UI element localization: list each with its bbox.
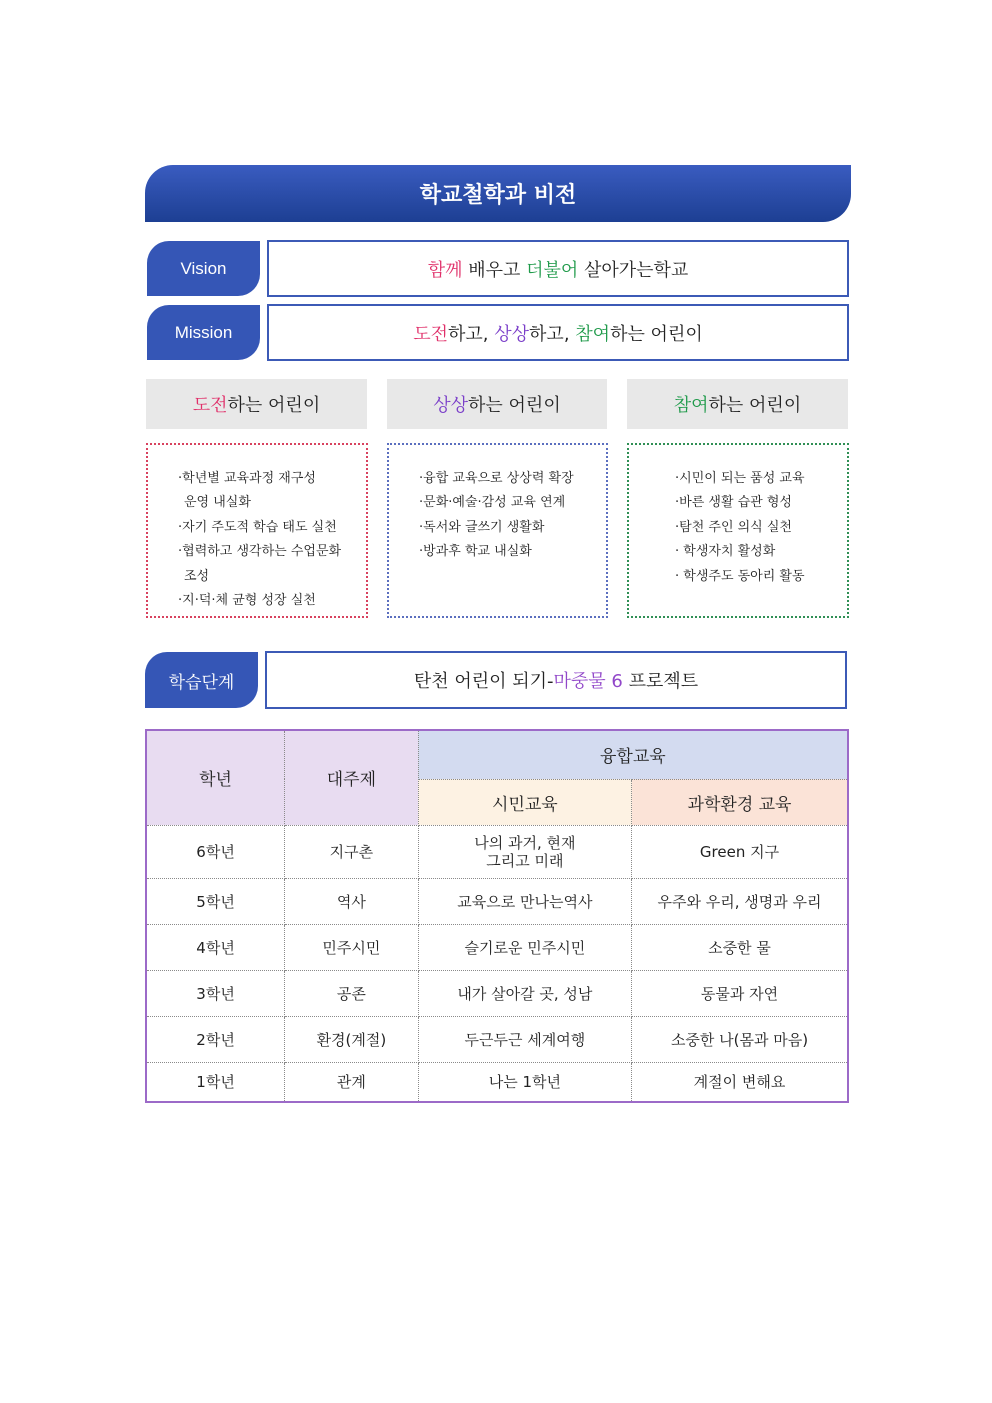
cell-civic: 내가 살아갈 곳, 성남 <box>418 970 631 1016</box>
vision-text-2: 살아가는학교 <box>578 259 689 281</box>
column-challenge-header <box>146 379 367 429</box>
stage-statement <box>265 651 847 709</box>
column-accent: 도전 <box>192 395 228 416</box>
cell-theme: 환경(계절) <box>285 1016 419 1062</box>
cell-theme: 관계 <box>285 1062 419 1102</box>
cell-theme: 공존 <box>285 970 419 1016</box>
list-item: ·문화·예술·감성 교육 연계 <box>419 495 566 511</box>
table-row <box>146 1062 848 1102</box>
curriculum-table <box>145 729 849 1103</box>
cell-theme: 민주시민 <box>285 924 419 970</box>
vision-label: Vision <box>147 241 260 296</box>
list-item: · 학생주도 동아리 활동 <box>675 568 805 584</box>
list-item: 조성 <box>184 568 210 584</box>
list-item: · 학생자치 활성화 <box>675 544 776 560</box>
stage-accent: 마중물 6 <box>553 671 623 692</box>
cell-theme: 지구촌 <box>285 825 419 878</box>
table-row <box>146 970 848 1016</box>
mission-text-3: 하는 어린이 <box>610 323 703 345</box>
list-item: ·바른 생활 습관 형성 <box>675 495 792 511</box>
cell-grade: 6학년 <box>146 825 285 878</box>
page-title: 학교철학과 비전 <box>145 165 851 222</box>
list-item: ·융합 교육으로 상상력 확장 <box>419 471 574 486</box>
list-item: ·탐천 주인 의식 실천 <box>675 519 792 535</box>
column-accent: 참여 <box>673 395 709 416</box>
header-civic: 시민교육 <box>418 779 631 825</box>
cell-grade: 1학년 <box>146 1062 285 1102</box>
vision-statement <box>267 240 849 297</box>
column-imagine-list <box>387 443 608 618</box>
vision-accent-with: 더불어 <box>526 259 579 281</box>
list-item: ·방과후 학교 내실화 <box>419 544 532 560</box>
column-participate-list <box>627 443 849 618</box>
list-item: ·시민이 되는 품성 교육 <box>675 471 805 486</box>
cell-theme: 역사 <box>285 878 419 924</box>
cell-science: 계절이 변해요 <box>632 1062 848 1102</box>
vision-text-1: 배우고 <box>462 259 527 281</box>
cell-civic: 슬기로운 민주시민 <box>418 924 631 970</box>
table-row <box>146 924 848 970</box>
table-row <box>146 825 848 878</box>
cell-civic: 교육으로 만나는역사 <box>418 878 631 924</box>
table-row <box>146 878 848 924</box>
list-item: ·지·덕·체 균형 성장 실천 <box>178 593 316 609</box>
mission-text-2: 하고, <box>529 323 576 345</box>
mission-label: Mission <box>147 305 260 360</box>
cell-grade: 3학년 <box>146 970 285 1016</box>
list-item: ·독서와 글쓰기 생활화 <box>419 519 545 535</box>
mission-statement <box>267 304 849 361</box>
cell-science: 소중한 물 <box>632 924 848 970</box>
column-rest: 하는 어린이 <box>227 395 321 416</box>
cell-science: 소중한 나(몸과 마음) <box>632 1016 848 1062</box>
list-item: ·학년별 교육과정 재구성 <box>178 471 316 486</box>
cell-science: 동물과 자연 <box>632 970 848 1016</box>
column-rest: 하는 어린이 <box>468 395 561 416</box>
list-item: ·협력하고 생각하는 수업문화 <box>178 544 342 560</box>
cell-science: Green 지구 <box>632 825 848 878</box>
cell-civic: 나의 과거, 현재 그리고 미래 <box>418 825 631 878</box>
mission-accent-challenge: 도전 <box>413 323 449 345</box>
table-row <box>146 1016 848 1062</box>
header-convergence: 융합교육 <box>418 730 848 779</box>
column-challenge-list <box>146 443 368 618</box>
mission-accent-imagine: 상상 <box>494 323 530 345</box>
list-item: 운영 내실화 <box>184 495 251 511</box>
header-theme: 대주제 <box>285 730 419 825</box>
column-imagine-header <box>387 379 607 429</box>
header-grade: 학년 <box>146 730 285 825</box>
cell-grade: 4학년 <box>146 924 285 970</box>
list-item: ·자기 주도적 학습 태도 실천 <box>178 519 337 535</box>
stage-text-2: 프로젝트 <box>622 671 699 692</box>
cell-civic: 나는 1학년 <box>418 1062 631 1102</box>
column-rest: 하는 어린이 <box>708 395 802 416</box>
column-participate-header <box>627 379 848 429</box>
mission-text-1: 하고, <box>448 323 495 345</box>
cell-grade: 2학년 <box>146 1016 285 1062</box>
cell-grade: 5학년 <box>146 878 285 924</box>
cell-civic: 두근두근 세계여행 <box>418 1016 631 1062</box>
mission-accent-participate: 참여 <box>575 323 611 345</box>
header-science: 과학환경 교육 <box>632 779 848 825</box>
stage-text-1: 탄천 어린이 되기- <box>413 671 554 692</box>
cell-science: 우주와 우리, 생명과 우리 <box>632 878 848 924</box>
vision-accent-together: 함께 <box>427 259 463 281</box>
column-accent: 상상 <box>433 395 469 416</box>
stage-label: 학습단계 <box>145 652 258 708</box>
